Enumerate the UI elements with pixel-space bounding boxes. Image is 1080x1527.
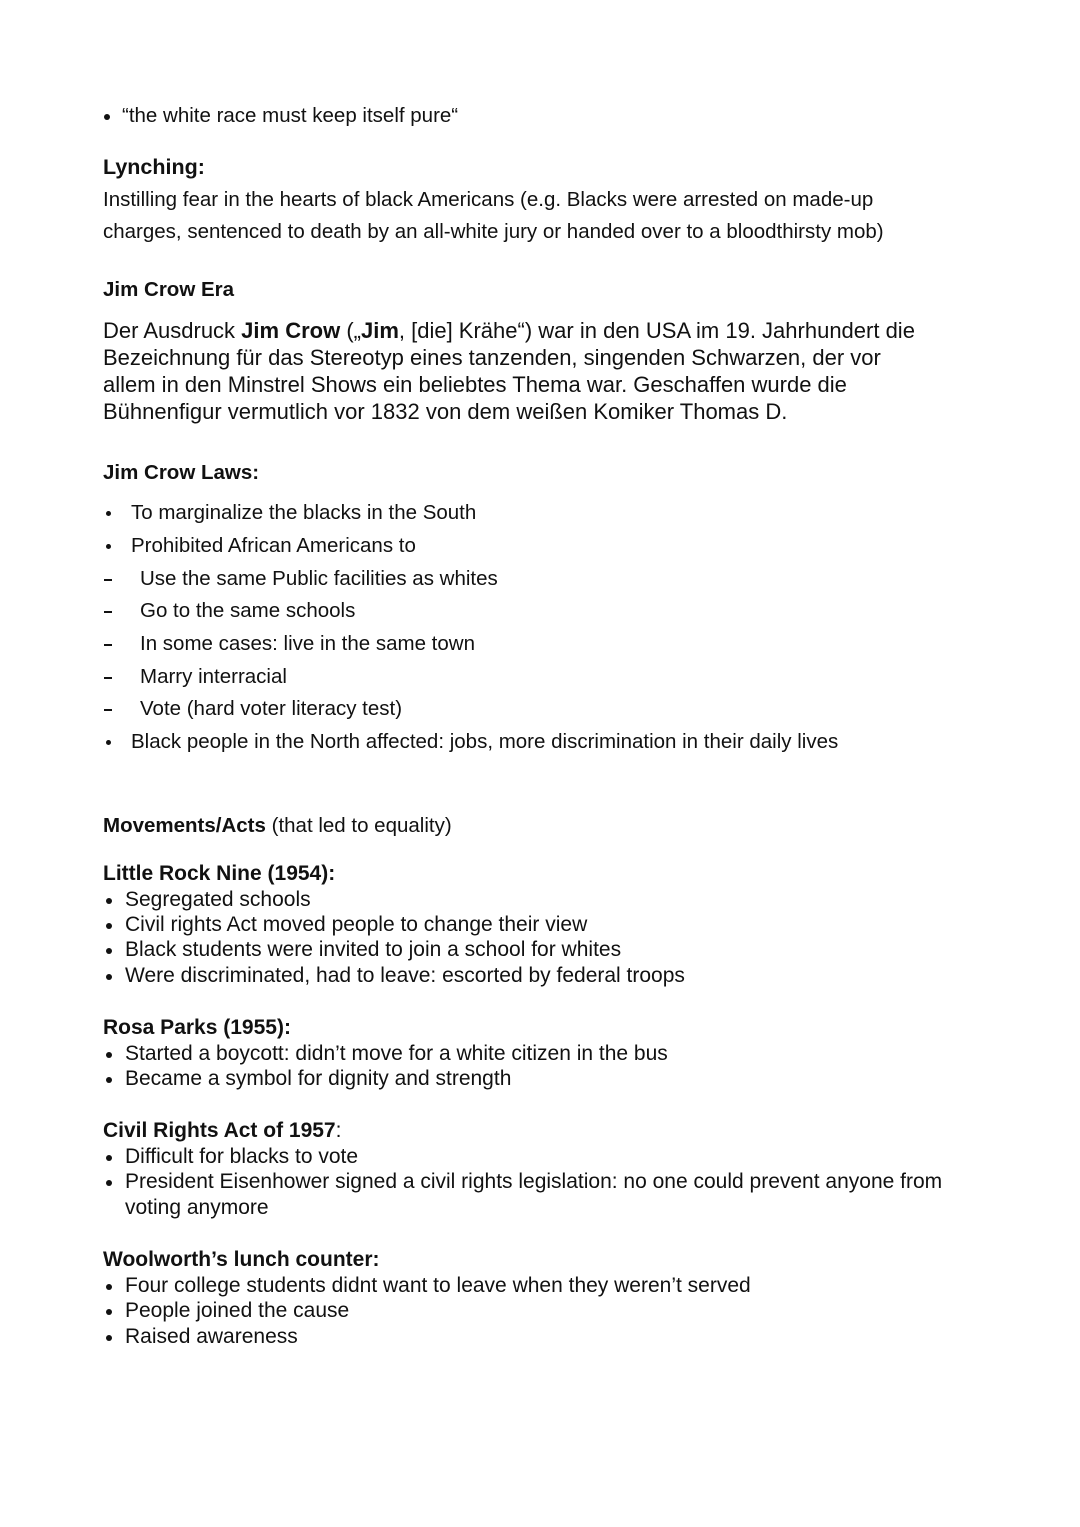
bullet-dot-icon bbox=[106, 974, 112, 980]
woolworth-heading: Woolworth’s lunch counter: bbox=[103, 1248, 380, 1271]
lynching-heading: Lynching: bbox=[103, 155, 205, 179]
list-item-continuation: voting anymore bbox=[125, 1196, 269, 1219]
list-item-text: To marginalize the blacks in the South bbox=[131, 501, 477, 524]
bullet-dash-icon bbox=[104, 709, 112, 711]
list-item-text: Four college students didnt want to leave when they weren’t served bbox=[125, 1274, 751, 1297]
bullet-dot-icon bbox=[106, 740, 111, 745]
heading-colon: : bbox=[335, 1119, 342, 1142]
list-item bbox=[0, 1066, 1080, 1092]
bullet-dot-icon bbox=[106, 1180, 112, 1186]
bullet-dash-icon bbox=[104, 644, 112, 646]
jim-crow-era-line-3: allem in den Minstrel Shows ein beliebtes Thema war. Geschaffen wurde die bbox=[103, 372, 847, 397]
list-item bbox=[0, 1324, 1080, 1350]
rosa-parks-heading: Rosa Parks (1955): bbox=[103, 1016, 291, 1039]
bullet-dot-icon bbox=[106, 948, 112, 954]
list-item-text: Black students were invited to join a school for whites bbox=[125, 938, 622, 961]
list-item bbox=[0, 1298, 1080, 1324]
jim-crow-era-line-2: Bezeichnung für das Stereotyp eines tanzenden, singenden Schwarzen, der vor bbox=[103, 345, 881, 370]
bullet-dot-icon bbox=[106, 1309, 112, 1315]
jim-crow-term: Jim Crow bbox=[241, 318, 341, 343]
list-item-text: Were discriminated, had to leave: escorted by federal troops bbox=[125, 964, 685, 987]
list-item-text: Raised awareness bbox=[125, 1325, 298, 1348]
jim-crow-era-line-1 bbox=[103, 317, 915, 344]
list-item-text: Became a symbol for dignity and strength bbox=[125, 1067, 512, 1090]
jim-crow-era-heading: Jim Crow Era bbox=[103, 278, 235, 301]
list-item-text: President Eisenhower signed a civil rights legislation: no one could prevent anyone from bbox=[125, 1170, 943, 1193]
quote-bullet-item bbox=[0, 101, 1080, 131]
movements-heading bbox=[103, 811, 452, 841]
list-item-text: Go to the same schools bbox=[140, 599, 356, 622]
list-item-text: People joined the cause bbox=[125, 1299, 350, 1322]
list-item-text: Civil rights Act moved people to change their view bbox=[125, 913, 588, 936]
bullet-dash-icon bbox=[104, 611, 112, 613]
bullet-dot-icon bbox=[106, 1335, 112, 1341]
jim-term: Jim bbox=[360, 318, 399, 343]
bullet-dash-icon bbox=[104, 677, 112, 679]
list-item bbox=[0, 1169, 1080, 1195]
civil-rights-1957-title: Civil Rights Act of 1957 bbox=[103, 1119, 336, 1142]
list-item bbox=[0, 694, 1080, 724]
bullet-dot-icon bbox=[106, 1077, 112, 1083]
list-item bbox=[0, 531, 1080, 561]
list-item bbox=[0, 937, 1080, 963]
bullet-dot-icon bbox=[106, 1284, 112, 1290]
list-item bbox=[0, 498, 1080, 528]
list-item bbox=[0, 963, 1080, 989]
lynching-line-2: charges, sentenced to death by an all-white jury or handed over to a bloodthirsty mob) bbox=[103, 220, 884, 243]
list-item bbox=[0, 1041, 1080, 1067]
text-run: Der Ausdruck bbox=[103, 318, 242, 343]
text-run: , [die] Krähe“) war in den USA im 19. Jahrhundert die bbox=[398, 318, 915, 343]
list-item-text: Vote (hard voter literacy test) bbox=[140, 697, 403, 720]
list-item-text: In some cases: live in the same town bbox=[140, 632, 475, 655]
list-item bbox=[0, 564, 1080, 594]
list-item bbox=[0, 1273, 1080, 1299]
list-item bbox=[0, 912, 1080, 938]
movements-heading-rest: (that led to equality) bbox=[265, 814, 452, 837]
list-item bbox=[0, 596, 1080, 626]
bullet-dot-icon bbox=[104, 114, 110, 120]
civil-rights-1957-heading bbox=[103, 1118, 341, 1144]
movements-heading-bold: Movements/Acts bbox=[103, 814, 266, 837]
bullet-dot-icon bbox=[106, 1155, 112, 1161]
little-rock-heading: Little Rock Nine (1954): bbox=[103, 862, 336, 885]
list-item-text: Use the same Public facilities as whites bbox=[140, 567, 498, 590]
list-item-text: Segregated schools bbox=[125, 888, 311, 911]
bullet-dot-icon bbox=[106, 544, 111, 549]
lynching-line-1: Instilling fear in the hearts of black Americans (e.g. Blacks were arrested on made-up bbox=[103, 188, 874, 211]
jim-crow-era-line-4: Bühnenfigur vermutlich vor 1832 von dem weißen Komiker Thomas D. bbox=[103, 399, 788, 424]
bullet-dot-icon bbox=[106, 923, 112, 929]
list-item-text: Difficult for blacks to vote bbox=[125, 1145, 359, 1168]
list-item bbox=[0, 629, 1080, 659]
list-item bbox=[0, 1144, 1080, 1170]
list-item bbox=[0, 662, 1080, 692]
bullet-dot-icon bbox=[106, 511, 111, 516]
list-item-text: Marry interracial bbox=[140, 665, 287, 688]
quote-text: “the white race must keep itself pure“ bbox=[122, 104, 459, 127]
list-item-text: Black people in the North affected: jobs, more discrimination in their daily lives bbox=[131, 730, 839, 753]
jim-crow-laws-heading: Jim Crow Laws: bbox=[103, 461, 260, 484]
bullet-dot-icon bbox=[106, 898, 112, 904]
list-item bbox=[0, 887, 1080, 913]
bullet-dash-icon bbox=[104, 579, 112, 581]
list-item-text: Prohibited African Americans to bbox=[131, 534, 416, 557]
list-item bbox=[0, 727, 1080, 757]
text-run: („ bbox=[340, 318, 361, 343]
list-item-text: Started a boycott: didn’t move for a white citizen in the bus bbox=[125, 1042, 668, 1065]
bullet-dot-icon bbox=[106, 1052, 112, 1058]
